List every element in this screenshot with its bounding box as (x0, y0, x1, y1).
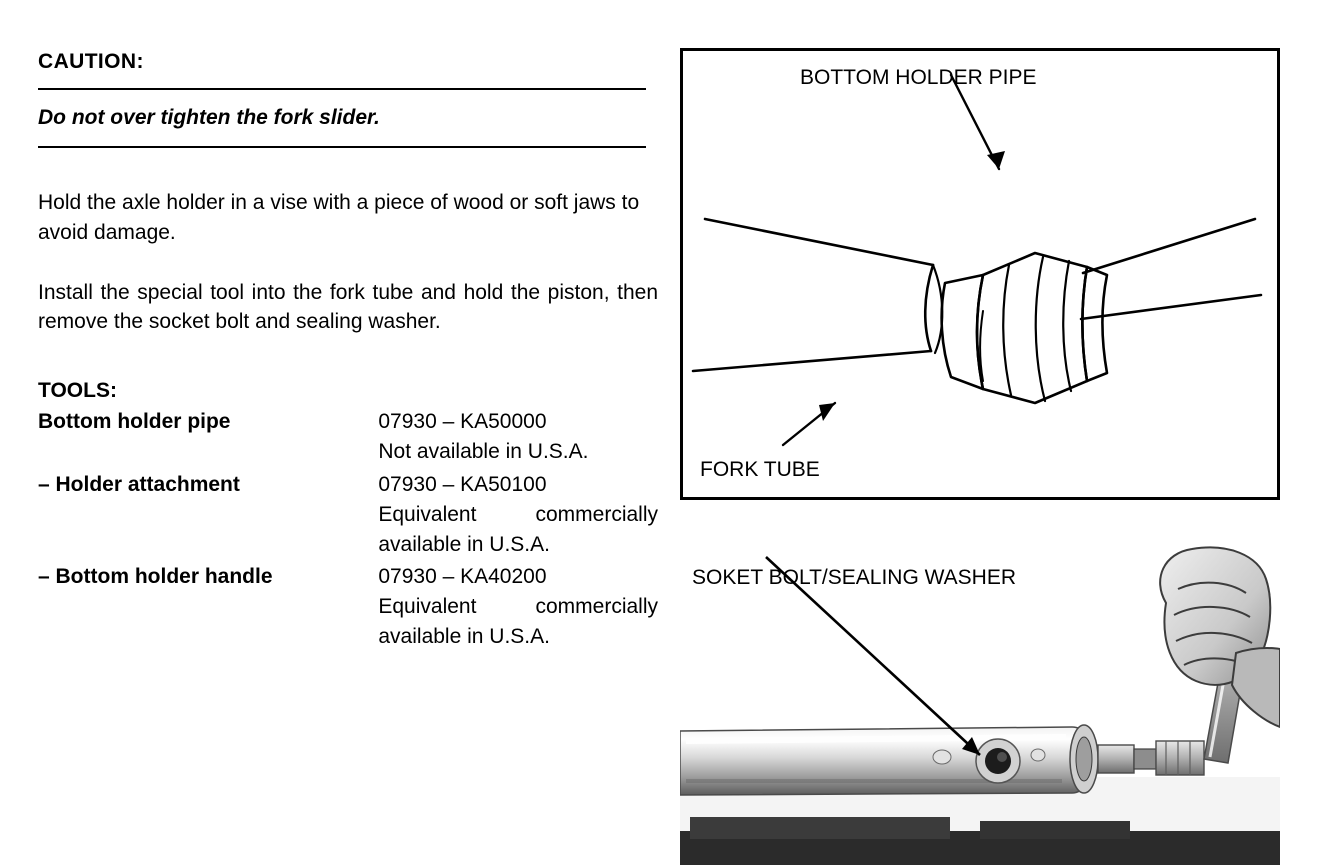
table-row (38, 500, 658, 560)
tool-name-spacer (38, 437, 378, 467)
table-row (38, 437, 658, 467)
tool-note: Equivalent commercially available in U.S.A. (378, 502, 658, 556)
tool-code: 07930 – KA50000 (378, 410, 547, 434)
paragraph-hold-axle-holder: Hold the axle holder in a vise with a piece of wood or soft jaws to avoid damage. (38, 191, 640, 244)
tool-name-spacer (38, 500, 378, 560)
tool-note: Equivalent commercially available in U.S.A. (378, 595, 658, 648)
paragraph-install-special-tool: Install the special tool into the fork tube and hold the piston, then remove the socket bolt and sealing washer. (38, 280, 658, 334)
caution-block (38, 50, 658, 148)
line-drawing-illustration (683, 51, 1277, 497)
figure-label-bottom-holder-pipe: BOTTOM HOLDER PIPE (800, 66, 1037, 89)
photo-illustration (680, 545, 1280, 865)
caution-body: Do not over tighten the fork slider. (38, 106, 380, 129)
table-row (38, 562, 658, 592)
tools-table (38, 407, 658, 652)
tools-heading: TOOLS: (38, 379, 117, 403)
tool-name: – Holder attachment (38, 472, 240, 496)
tool-code: 07930 – KA40200 (378, 565, 547, 589)
figure-bottom-holder-pipe (680, 48, 1280, 500)
figure-socket-bolt-photo (680, 545, 1280, 865)
figure-label-socket-bolt-sealing-washer: SOKET BOLT/SEALING WASHER (692, 566, 1017, 589)
tool-name: – Bottom holder handle (38, 565, 273, 589)
figure-label-fork-tube: FORK TUBE (700, 458, 820, 481)
table-row (38, 470, 658, 500)
tool-code: 07930 – KA50100 (378, 472, 547, 496)
caution-rule-bottom (38, 146, 646, 148)
table-row (38, 592, 658, 652)
tool-name: Bottom holder pipe (38, 410, 231, 434)
tool-name-spacer (38, 592, 378, 652)
instruction-text-column (38, 50, 658, 652)
caution-label: CAUTION: (38, 50, 144, 73)
table-row (38, 407, 658, 437)
tool-note: Not available in U.S.A. (378, 440, 589, 464)
